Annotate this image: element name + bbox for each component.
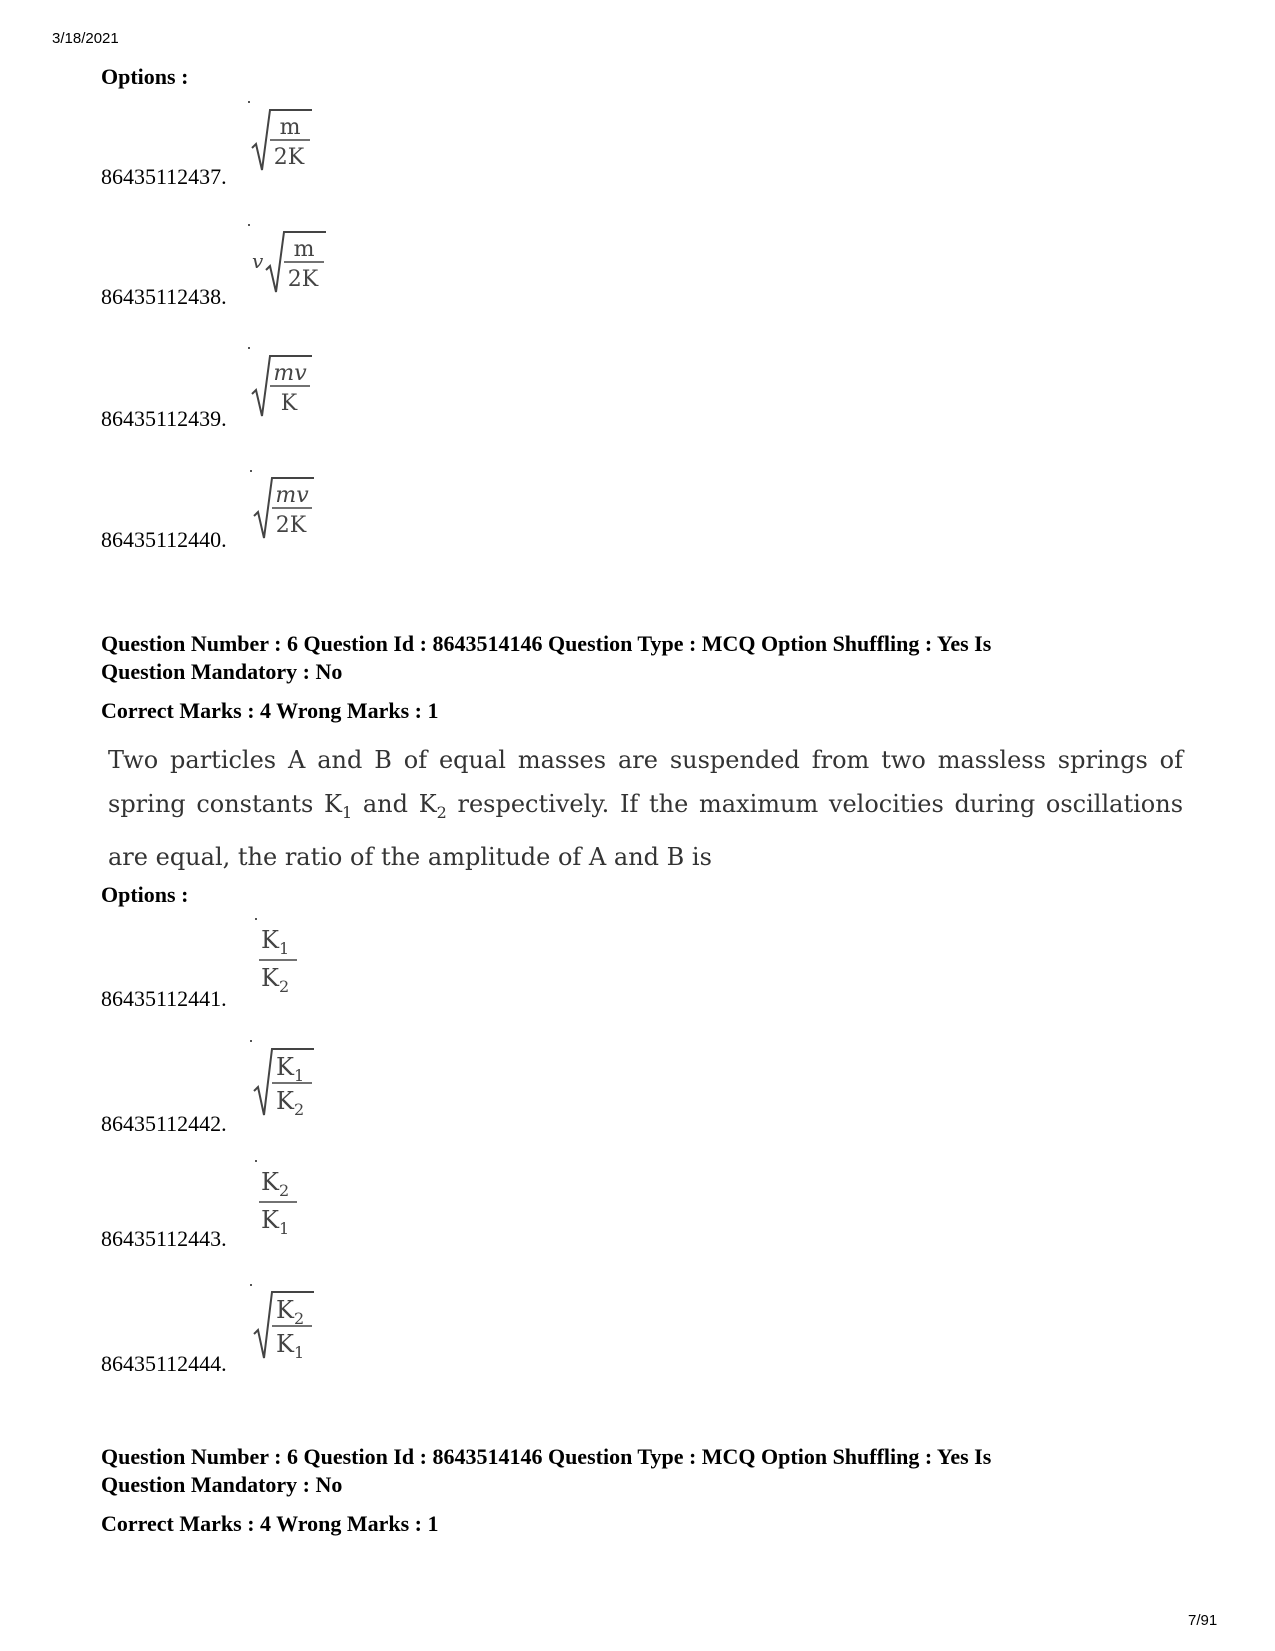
numerator: K [261,1168,279,1196]
header-date: 3/18/2021 [52,30,119,47]
sqrt-fraction-formula [252,1043,322,1119]
question-meta [101,630,1201,686]
option-id: 86435112440. [101,527,227,552]
numerator: m [279,115,301,140]
marks-info: Correct Marks : 4 Wrong Marks : 1 [101,698,439,723]
denominator: 2K [287,267,319,292]
sqrt-fraction-formula [252,1286,322,1362]
option-id: 86435112441. [101,986,227,1011]
question-meta [101,1443,1201,1499]
sqrt-fraction-formula [250,350,320,420]
denominator: K [280,391,298,416]
svg-text:K1: $K_1$ [261,926,290,958]
option-marker [248,347,250,349]
svg-text:K2: $K_2$ [276,1087,305,1119]
option-id: 86435112437. [101,164,227,189]
svg-text:K1: $K_1$ [261,1206,290,1238]
marks-info: Correct Marks : 4 Wrong Marks : 1 [101,1511,439,1536]
denominator: K [261,964,279,992]
options-label: Options : [101,64,189,89]
question-meta-line1: Question Number : 6 Question Id : 8643514146 Question Type : MCQ Option Shuffling : Yes Is [101,631,992,656]
options-label: Options : [101,882,189,907]
page-number: 7/91 [1188,1612,1218,1629]
option-id: 86435112439. [101,406,227,431]
denominator: K [261,1206,279,1234]
svg-text:K1: $K_1$ [276,1330,305,1362]
denominator: K [276,1330,294,1358]
numerator: mv [273,361,307,386]
numerator: mv [275,483,309,508]
prefix: v [252,249,264,273]
question-meta-line2: Question Mandatory : No [101,1472,343,1497]
fraction-formula [255,920,305,1000]
svg-text:K2: $K_2$ [261,1168,290,1200]
svg-text:K2: $K_2$ [276,1296,305,1328]
denominator: 2K [273,145,305,170]
option-marker [250,1040,252,1042]
svg-text:K2: $K_2$ [261,964,290,996]
sqrt-fraction-formula [250,104,320,174]
option-id: 86435112438. [101,284,227,309]
denominator: 2K [275,513,307,538]
v-sqrt-fraction-formula [250,226,340,296]
question-meta-line1: Question Number : 6 Question Id : 8643514146 Question Type : MCQ Option Shuffling : Yes Is [101,1444,992,1469]
numerator: K [276,1053,294,1081]
numerator: m [293,237,315,262]
numerator: K [261,926,279,954]
option-id: 86435112442. [101,1111,227,1136]
fraction-formula [255,1162,305,1242]
numerator: K [276,1296,294,1324]
svg-text:K1: $K_1$ [276,1053,305,1085]
sqrt-fraction-formula [252,472,322,542]
question-meta-line2: Question Mandatory : No [101,659,343,684]
denominator: K [276,1087,294,1115]
option-id: 86435112443. [101,1226,227,1251]
question-text: Two particles A and B of equal masses are suspended from two massless springs of spring constants $K_1$ and $K_2$ respectively. If the maximum velocities during oscillations are equal, the ratio of the amplitude of A and B is [108,746,1184,871]
option-id: 86435112444. [101,1351,227,1376]
option-marker [248,101,250,103]
